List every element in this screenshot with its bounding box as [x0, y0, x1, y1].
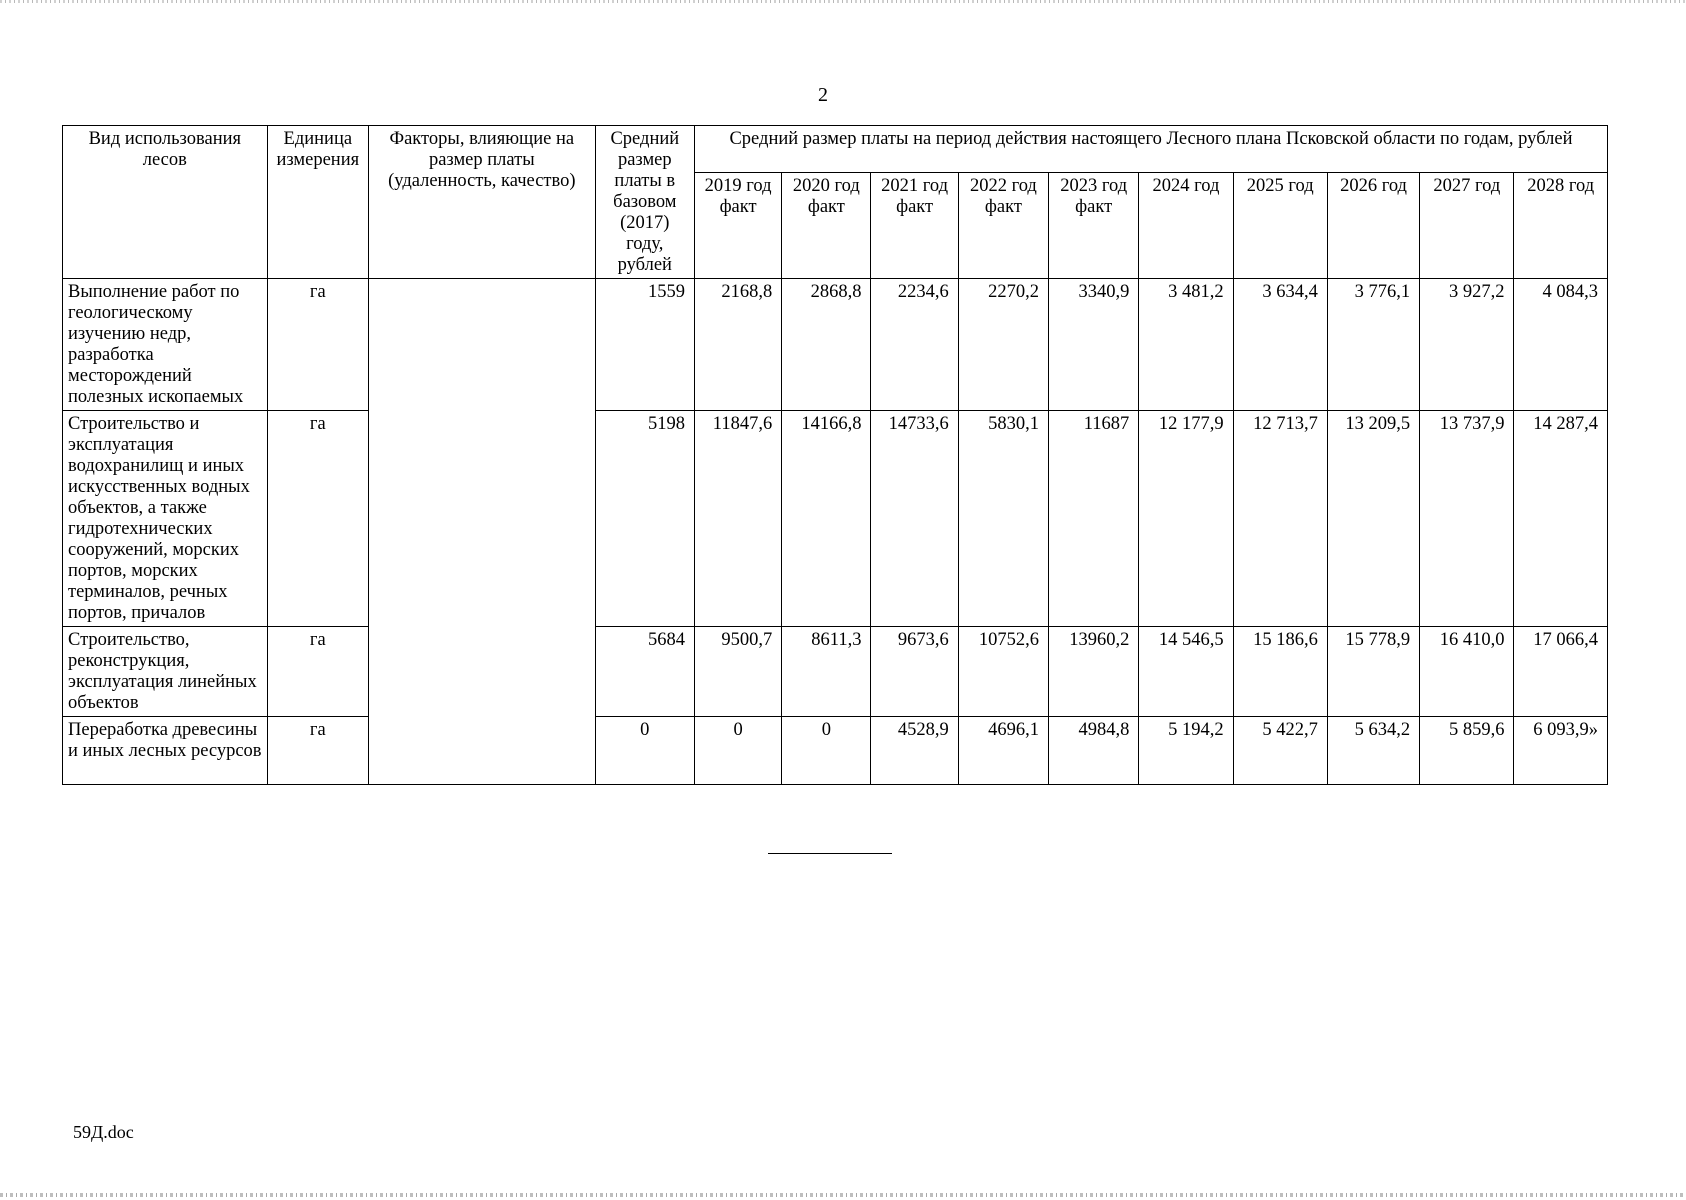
row-use-type: Строительство и эксплуатация водохранилищ и иных искусственных водных объектов, а также гидротехнических сооружений, морских портов, морских терминалов, речных портов, причалов: [63, 411, 268, 627]
header-factors: Факторы, влияющие на размер платы (удаленность, качество): [368, 126, 595, 279]
row-value-2023: 11687: [1049, 411, 1139, 627]
row-value-2024: 12 177,9: [1139, 411, 1233, 627]
footer-filename: 59Д.doc: [73, 1122, 134, 1142]
table-row: [63, 717, 1608, 785]
header-period-fee: Средний размер платы на период действия настоящего Лесного плана Псковской области по годам, рублей: [694, 126, 1607, 173]
row-value-2028: 4 084,3: [1514, 279, 1608, 411]
row-value-2020: 2868,8: [782, 279, 871, 411]
row-value-2024: 3 481,2: [1139, 279, 1233, 411]
header-year-2027: 2027 год: [1420, 173, 1514, 279]
row-value-2021: 14733,6: [871, 411, 958, 627]
header-year-2028: 2028 год: [1514, 173, 1608, 279]
row-base-fee: 5684: [595, 627, 694, 717]
row-value-2019: 0: [694, 717, 781, 785]
header-use-type: Вид использования лесов: [63, 126, 268, 279]
row-unit: га: [267, 279, 368, 411]
row-value-2025: 15 186,6: [1233, 627, 1327, 717]
row-value-2026: 15 778,9: [1327, 627, 1419, 717]
header-year-2024: 2024 год: [1139, 173, 1233, 279]
header-year-2023: 2023 год факт: [1049, 173, 1139, 279]
row-value-2022: 2270,2: [958, 279, 1048, 411]
row-value-2019: 2168,8: [694, 279, 781, 411]
scan-edge-top: [0, 0, 1686, 3]
row-value-2022: 4696,1: [958, 717, 1048, 785]
row-value-2023: 3340,9: [1049, 279, 1139, 411]
row-value-2020: 0: [782, 717, 871, 785]
row-value-2023: 4984,8: [1049, 717, 1139, 785]
row-value-2024: 14 546,5: [1139, 627, 1233, 717]
row-value-2027: 3 927,2: [1420, 279, 1514, 411]
row-value-2025: 5 422,7: [1233, 717, 1327, 785]
row-value-2020: 14166,8: [782, 411, 871, 627]
scan-edge-bottom: [0, 1193, 1686, 1197]
row-value-2028: 14 287,4: [1514, 411, 1608, 627]
row-use-type: Выполнение работ по геологическому изучению недр, разработка месторождений полезных ископаемых: [63, 279, 268, 411]
table-row: [63, 627, 1608, 717]
header-year-2022: 2022 год факт: [958, 173, 1048, 279]
row-value-2027: 5 859,6: [1420, 717, 1514, 785]
header-year-2021: 2021 год факт: [871, 173, 958, 279]
row-value-2024: 5 194,2: [1139, 717, 1233, 785]
row-value-2027: 13 737,9: [1420, 411, 1514, 627]
row-value-2026: 13 209,5: [1327, 411, 1419, 627]
row-value-2019: 9500,7: [694, 627, 781, 717]
row-value-2028: 17 066,4: [1514, 627, 1608, 717]
row-value-2019: 11847,6: [694, 411, 781, 627]
row-base-fee: 5198: [595, 411, 694, 627]
row-value-2021: 2234,6: [871, 279, 958, 411]
row-value-2026: 5 634,2: [1327, 717, 1419, 785]
row-value-2021: 9673,6: [871, 627, 958, 717]
row-value-2028: 6 093,9»: [1514, 717, 1608, 785]
row-base-fee: 1559: [595, 279, 694, 411]
row-value-2025: 3 634,4: [1233, 279, 1327, 411]
table-row: [63, 411, 1608, 627]
row-value-2025: 12 713,7: [1233, 411, 1327, 627]
forest-fee-table: [62, 125, 1608, 785]
header-year-2019: 2019 год факт: [694, 173, 781, 279]
row-use-type: Строительство, реконструкция, эксплуатация линейных объектов: [63, 627, 268, 717]
row-value-2026: 3 776,1: [1327, 279, 1419, 411]
factors-merged-cell: [368, 279, 595, 785]
header-base-year-fee: Средний размер платы в базовом (2017) году, рублей: [595, 126, 694, 279]
row-value-2021: 4528,9: [871, 717, 958, 785]
page-number: 2: [818, 84, 828, 106]
table-row: [63, 279, 1608, 411]
header-year-2025: 2025 год: [1233, 173, 1327, 279]
row-base-fee: 0: [595, 717, 694, 785]
row-value-2022: 10752,6: [958, 627, 1048, 717]
header-year-2026: 2026 год: [1327, 173, 1419, 279]
row-value-2027: 16 410,0: [1420, 627, 1514, 717]
table-header-row-1: [63, 126, 1608, 173]
row-use-type: Переработка древесины и иных лесных ресурсов: [63, 717, 268, 785]
row-value-2023: 13960,2: [1049, 627, 1139, 717]
end-of-table-rule: [768, 853, 892, 854]
row-value-2020: 8611,3: [782, 627, 871, 717]
header-year-2020: 2020 год факт: [782, 173, 871, 279]
row-unit: га: [267, 627, 368, 717]
row-value-2022: 5830,1: [958, 411, 1048, 627]
row-unit: га: [267, 717, 368, 785]
header-unit: Единица измерения: [267, 126, 368, 279]
row-unit: га: [267, 411, 368, 627]
